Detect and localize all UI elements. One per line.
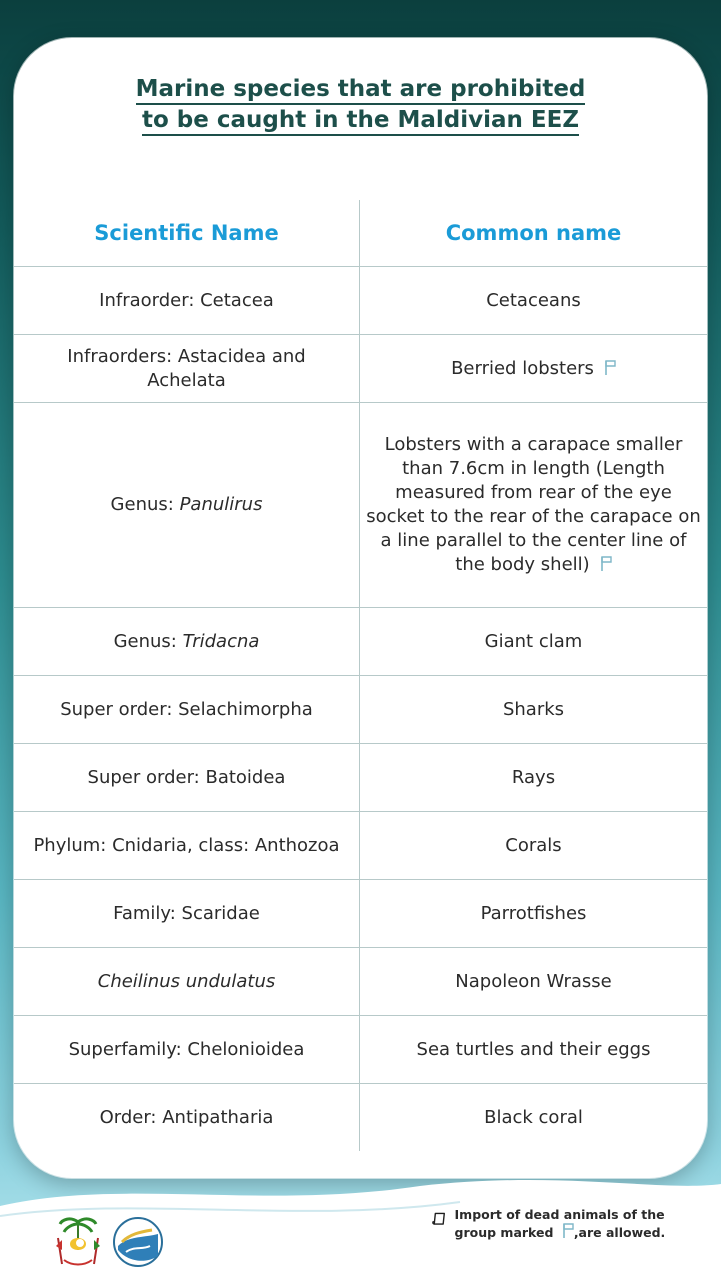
- common-name-cell: [360, 267, 707, 334]
- scientific-name-cell: [14, 744, 360, 811]
- scientific-name-text: Genus:: [110, 494, 180, 515]
- scientific-name-cell: [14, 948, 360, 1015]
- flag-icon: [600, 556, 612, 572]
- scientific-name-cell: [14, 1016, 360, 1083]
- scientific-name-text: Infraorders: Astacidea and Achelata: [67, 345, 306, 391]
- table-row: [14, 403, 707, 608]
- common-name-text: Black coral: [484, 1106, 583, 1128]
- common-name-text: Sea turtles and their eggs: [416, 1038, 651, 1060]
- title-line-2: to be caught in the Maldivian EEZ: [142, 107, 579, 136]
- common-name-text: Napoleon Wrasse: [455, 970, 612, 992]
- common-name-cell: [360, 812, 707, 879]
- scientific-name-text: Phylum: Cnidaria, class: Anthozoa: [33, 834, 340, 856]
- header-scientific-name: Scientific Name: [14, 200, 360, 266]
- note-text-before: Import of dead animals of the group marked: [454, 1207, 665, 1240]
- table-row: [14, 267, 707, 335]
- common-name-cell: [360, 948, 707, 1015]
- scientific-name-cell: [14, 880, 360, 947]
- table-row: [14, 676, 707, 744]
- import-note: [432, 1206, 692, 1241]
- title-line-1: Marine species that are prohibited: [136, 76, 586, 105]
- scientific-name-cell: [14, 335, 360, 402]
- common-name-cell: [360, 880, 707, 947]
- scientific-name-cell: [14, 608, 360, 675]
- scientific-name-text: Genus:: [113, 630, 183, 652]
- scientific-name-text: Super order: Selachimorpha: [60, 698, 313, 720]
- common-name-cell: [360, 335, 707, 402]
- common-name-text: Corals: [505, 834, 562, 856]
- scientific-name-cell: [14, 267, 360, 334]
- header-common-name: Common name: [445, 221, 622, 245]
- research-institute-logo: [112, 1216, 164, 1272]
- scientific-name-italic: Panulirus: [179, 494, 263, 515]
- common-name-text: Sharks: [502, 698, 565, 720]
- table-body: [14, 267, 707, 1151]
- common-name-cell: [360, 1084, 707, 1151]
- common-name-cell: [360, 403, 707, 607]
- scientific-name-cell: [14, 676, 360, 743]
- info-card: [14, 38, 707, 1178]
- common-name-text: Parrotfishes: [480, 902, 587, 924]
- maldives-emblem-logo: [52, 1214, 104, 1274]
- scientific-name-text: Order: Antipatharia: [99, 1106, 274, 1128]
- scientific-name-italic: Cheilinus undulatus: [97, 970, 276, 992]
- common-name-cell: [360, 744, 707, 811]
- document-icon: [432, 1206, 447, 1232]
- common-name-cell: [360, 1016, 707, 1083]
- common-name-text: Giant clam: [484, 630, 583, 652]
- scientific-name-cell: [14, 403, 360, 607]
- common-name-text: Lobsters with a carapace smaller than 7.6cm in length (Length measured from rear of the eye socket to the rear of the carapace on a line parallel to the center line of the body shell): [366, 434, 701, 575]
- table-row: [14, 812, 707, 880]
- scientific-name-italic: Tridacna: [182, 630, 260, 652]
- species-table: [14, 200, 707, 1151]
- table-row: [14, 608, 707, 676]
- table-row: [14, 1016, 707, 1084]
- table-row: [14, 744, 707, 812]
- scientific-name-cell: [14, 812, 360, 879]
- common-name-cell: [360, 608, 707, 675]
- common-name-cell: [360, 676, 707, 743]
- table-row: [14, 1084, 707, 1151]
- common-name-text: Rays: [511, 766, 556, 788]
- page-title: [14, 74, 707, 136]
- table-row: [14, 880, 707, 948]
- scientific-name-text: Super order: Batoidea: [87, 766, 286, 788]
- table-row: [14, 335, 707, 403]
- flag-icon: [562, 1223, 574, 1239]
- common-name-text: Berried lobsters: [451, 357, 594, 379]
- scientific-name-text: Superfamily: Chelonioidea: [68, 1038, 305, 1060]
- scientific-name-cell: [14, 1084, 360, 1151]
- common-name-text: Cetaceans: [486, 289, 581, 311]
- scientific-name-text: Family: Scaridae: [113, 902, 260, 924]
- flag-icon: [604, 360, 616, 376]
- table-header-row: [14, 200, 707, 267]
- table-row: [14, 948, 707, 1016]
- note-text-after: ,are allowed.: [573, 1225, 666, 1240]
- scientific-name-text: Infraorder: Cetacea: [99, 289, 274, 311]
